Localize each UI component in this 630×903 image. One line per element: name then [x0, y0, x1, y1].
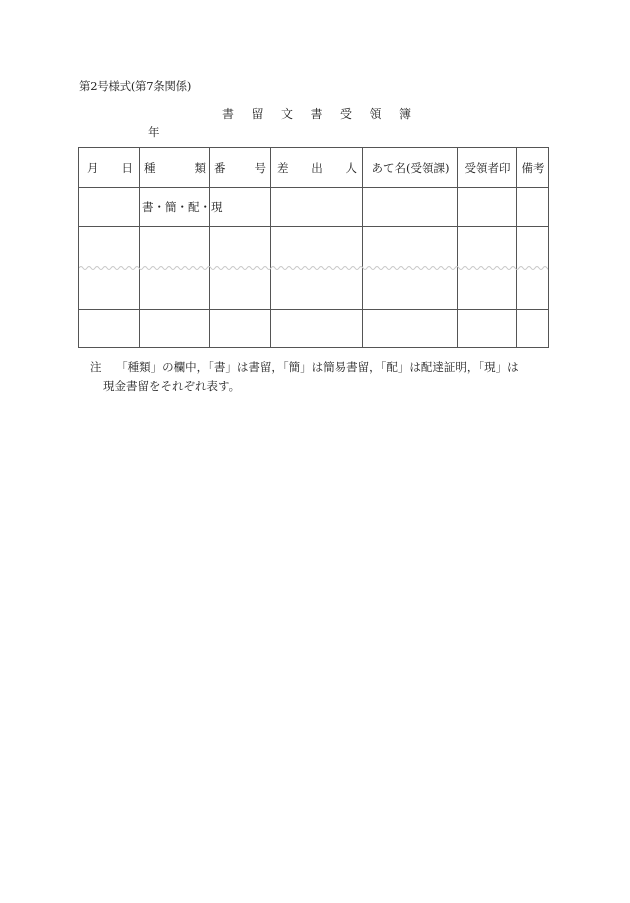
title-char: 簿	[399, 107, 412, 121]
title-char: 領	[369, 107, 382, 121]
table-break-wavy-line	[79, 264, 548, 272]
document-title	[222, 105, 429, 122]
header-sender: 差 出 人	[277, 160, 357, 175]
title-char: 留	[251, 107, 264, 121]
registered-mail-ledger-table	[78, 147, 549, 348]
footnote-label: 注	[90, 360, 102, 374]
header-type: 種 類	[144, 160, 206, 175]
footnote-line-2: 現金書留をそれぞれ表す。	[103, 379, 241, 393]
title-char: 文	[281, 107, 294, 121]
footnote	[90, 358, 560, 396]
footnote-text-1: 「種類」の欄中，「書」は書留，「簡」は簡易書留，「配」は配達証明，「現」は	[116, 360, 519, 374]
header-recipient-seal: 受領者印	[464, 160, 511, 175]
header-number: 番 号	[214, 160, 266, 175]
row-divider	[79, 309, 548, 310]
form-number-label: 第2号様式(第7条関係)	[79, 79, 192, 93]
row-divider	[79, 226, 548, 227]
title-char: 書	[222, 107, 235, 121]
type-options-cell: 書・簡・配・現	[142, 200, 223, 214]
title-char: 書	[310, 107, 323, 121]
footnote-line-1	[90, 358, 560, 377]
header-month-day: 月 日	[87, 160, 133, 175]
year-label: 年	[148, 125, 160, 139]
header-remarks: 備考	[521, 160, 545, 175]
title-char: 受	[340, 107, 353, 121]
header-addressee: あて名(受領課)	[371, 160, 450, 175]
